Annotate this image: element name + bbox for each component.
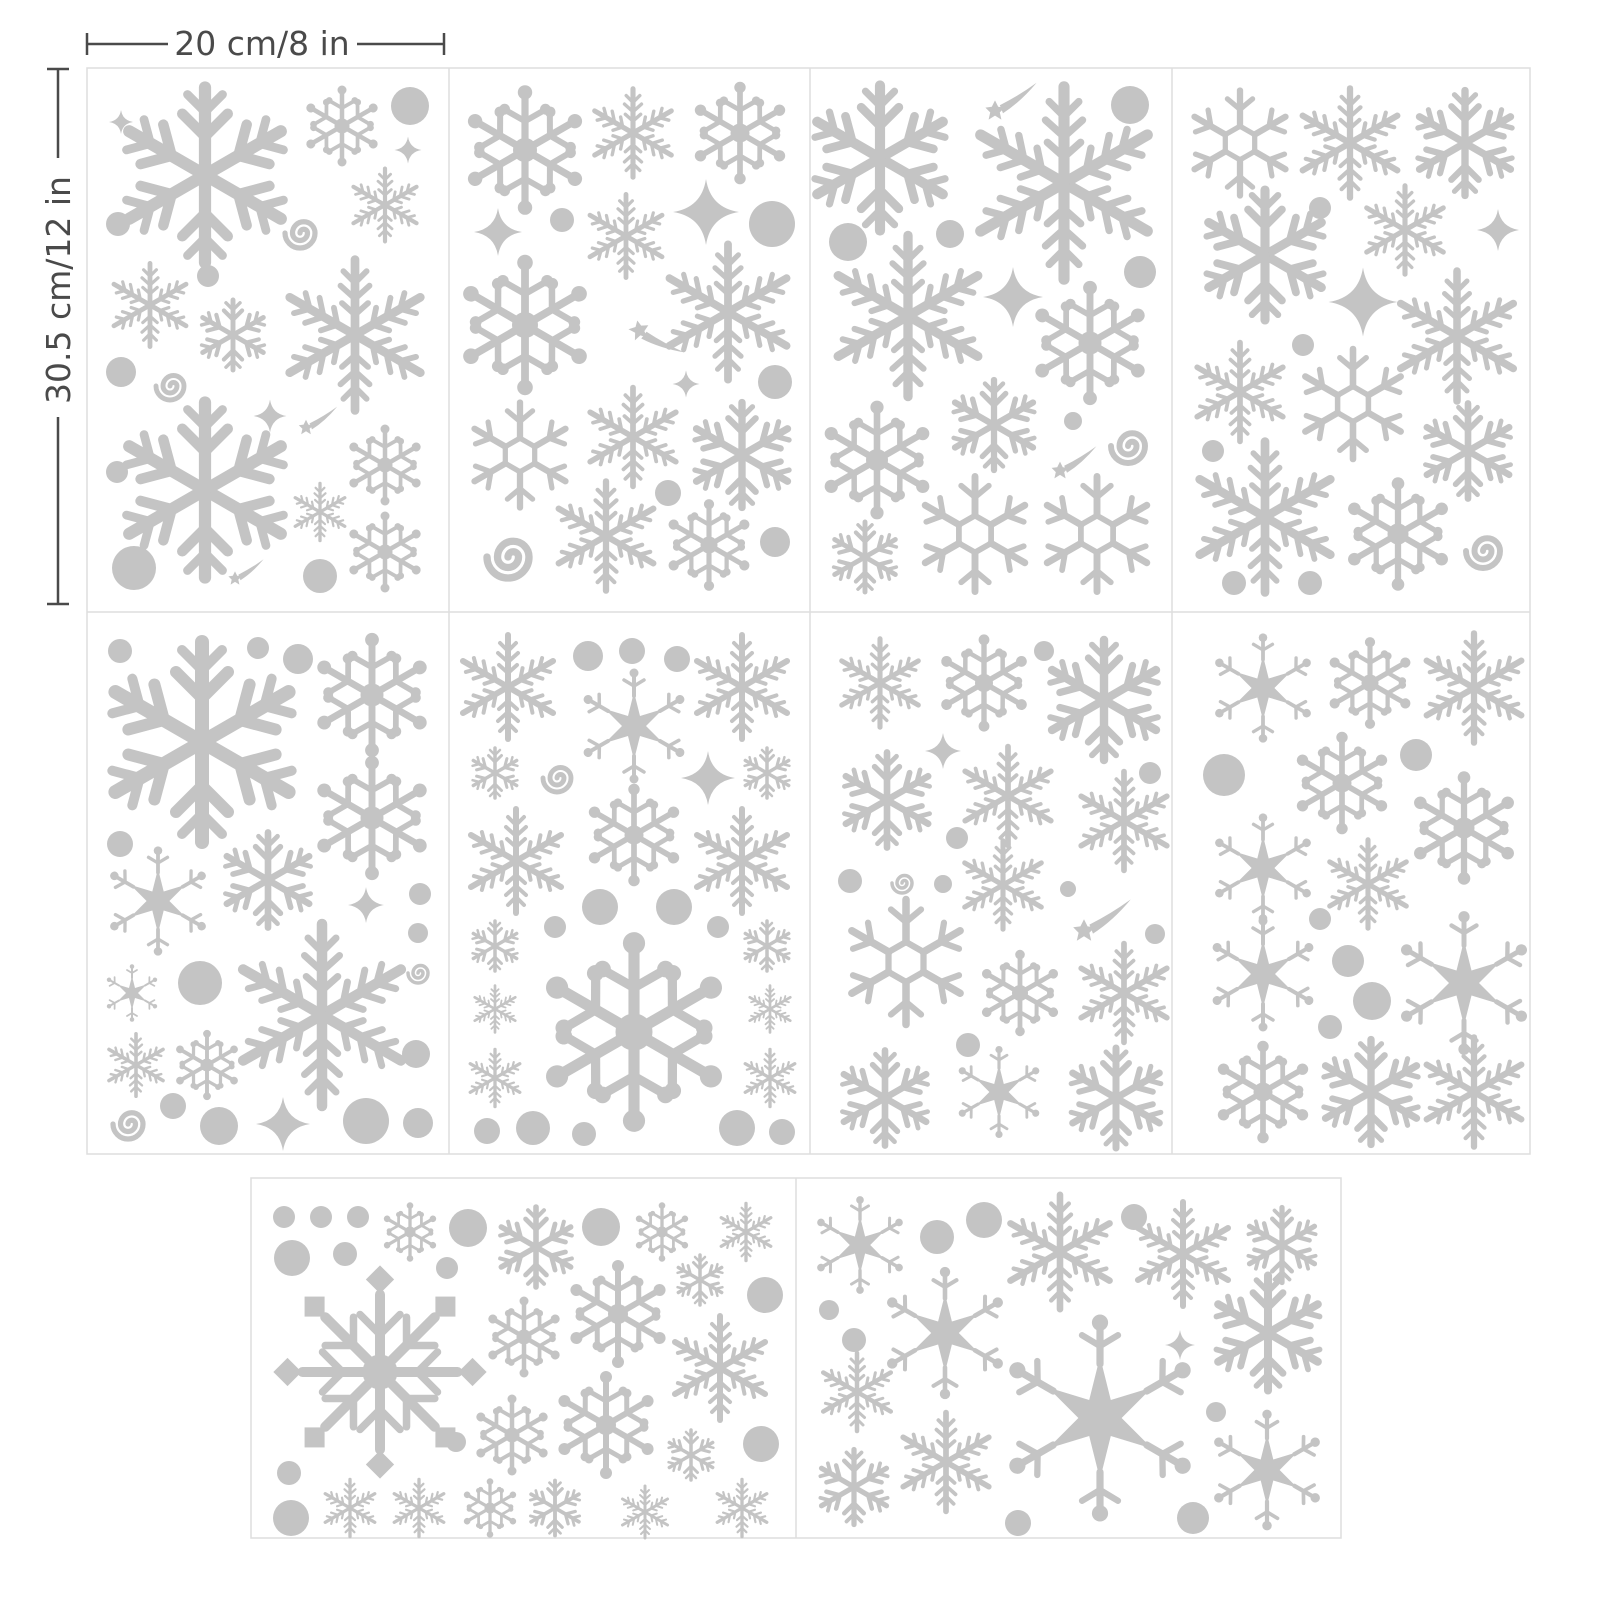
snowflake-icon — [1192, 442, 1337, 593]
snowflake-icon — [198, 300, 268, 370]
snowflake-icon — [292, 483, 347, 540]
snowflake-icon — [350, 169, 420, 242]
dot-icon — [274, 1240, 310, 1276]
dot-icon — [619, 638, 645, 664]
snowflake-icon — [1040, 477, 1153, 592]
snowflake-icon — [1192, 343, 1287, 442]
snowflake-icon — [1325, 840, 1410, 928]
snowflake-icon — [470, 921, 520, 971]
snowflake-icon — [469, 1395, 555, 1476]
snowflake-icon — [102, 642, 301, 842]
snowflake-icon — [378, 1202, 441, 1261]
snowflake-icon — [960, 841, 1045, 929]
sheet-2 — [450, 82, 795, 591]
snowflake-icon — [660, 499, 758, 591]
swirl-icon — [892, 876, 912, 894]
dot-icon — [197, 265, 219, 287]
dot-icon — [842, 1328, 866, 1352]
snowflake-icon — [470, 748, 520, 798]
dot-icon — [1111, 86, 1149, 124]
snowflake-icon — [1319, 1040, 1424, 1145]
sheet-6 — [458, 635, 798, 1146]
swirl-icon — [1111, 433, 1145, 463]
dot-icon — [573, 641, 603, 671]
sparkle-icon — [395, 137, 422, 164]
sparkle-icon — [983, 267, 1043, 327]
dot-icon — [707, 916, 729, 938]
snowflake-icon — [898, 1413, 993, 1512]
dot-icon — [1034, 641, 1054, 661]
snowflake-icon — [670, 1316, 770, 1420]
dot-icon — [1318, 1015, 1342, 1039]
dot-icon — [273, 1206, 295, 1228]
snowflake-icon — [1208, 917, 1318, 1032]
dot-icon — [1353, 982, 1391, 1020]
dot-icon — [1005, 1510, 1031, 1536]
dot-icon — [436, 1257, 458, 1279]
snowflake-icon — [391, 1479, 446, 1536]
snowflake-icon — [1211, 633, 1315, 742]
width-label: 20 cm/8 in — [174, 24, 350, 63]
snowflake-icon — [918, 477, 1031, 592]
snowflake-icon — [1321, 637, 1419, 729]
snowflake-icon — [685, 82, 794, 185]
dot-icon — [838, 869, 862, 893]
snowflake-icon — [299, 86, 385, 167]
snowflake-icon — [817, 1450, 892, 1525]
snowflake-icon — [1211, 1276, 1326, 1391]
snowflake-icon — [830, 522, 900, 592]
snowflake-icon — [1208, 1041, 1317, 1144]
dot-icon — [656, 889, 692, 925]
dot-icon — [664, 646, 690, 672]
dot-icon — [1332, 945, 1364, 977]
snowflake-icon — [118, 88, 292, 263]
dot-icon — [1145, 924, 1165, 944]
snowflake-icon — [1066, 1048, 1166, 1148]
snowflake-icon — [955, 1046, 1043, 1138]
comet-icon — [985, 83, 1036, 120]
dot-icon — [178, 961, 222, 1005]
snowflake-icon — [663, 244, 793, 379]
snowflake-icon — [466, 809, 566, 913]
swirl-icon — [543, 768, 571, 793]
snowflake-icon — [458, 635, 558, 739]
sparkle-icon — [254, 400, 287, 433]
dot-icon — [273, 1500, 309, 1536]
snowflake-icon — [548, 1371, 663, 1479]
snowflake-icon — [819, 1353, 894, 1431]
snowflake-icon — [306, 633, 438, 757]
swirl-icon — [1466, 538, 1500, 568]
snowflake-icon — [585, 388, 680, 487]
dot-icon — [829, 223, 867, 261]
snowflake-icon — [456, 85, 594, 215]
dot-icon — [474, 1118, 500, 1144]
sheet-8 — [1203, 633, 1532, 1146]
snowflake-icon — [467, 1049, 522, 1106]
sparkle-icon — [925, 733, 961, 769]
comet-icon — [1073, 899, 1131, 940]
dot-icon — [1202, 440, 1224, 462]
snowflake-icon — [1421, 404, 1516, 499]
snowflake-icon — [560, 1260, 675, 1368]
sparkle-icon — [256, 1097, 310, 1151]
dot-icon — [1309, 908, 1331, 930]
dot-icon — [1060, 881, 1076, 897]
snowflake-icon — [221, 833, 316, 928]
snowflake-icon — [553, 481, 658, 590]
dot-icon — [1298, 571, 1322, 595]
dot-icon — [106, 461, 128, 483]
snowflake-icon — [528, 1481, 583, 1536]
snowflake-icon — [692, 635, 792, 739]
sheet-9 — [273, 1202, 783, 1538]
snowflake-icon — [1404, 771, 1525, 884]
snowflake-icon — [472, 986, 517, 1033]
snowflake-icon — [838, 1051, 933, 1146]
snowflake-icon — [1188, 91, 1292, 196]
dot-icon — [343, 1098, 389, 1144]
dot-icon — [247, 637, 269, 659]
dot-icon — [719, 1110, 755, 1146]
snowflake-icon — [1076, 772, 1171, 871]
sheet-10 — [813, 1195, 1325, 1536]
dot-icon — [333, 1242, 357, 1266]
dot-icon — [107, 831, 133, 857]
dot-icon — [747, 1277, 783, 1313]
snowflake-icon — [1209, 1410, 1324, 1531]
snowflake-icon — [932, 634, 1036, 731]
sparkle-icon — [1165, 1330, 1195, 1360]
snowflake-icon — [620, 1486, 670, 1538]
snowflake-icon — [342, 512, 428, 593]
snowflake-icon — [690, 403, 795, 508]
snowflake-icon — [1421, 633, 1526, 742]
dot-icon — [1124, 256, 1156, 288]
dot-icon — [749, 201, 795, 247]
dot-icon — [1177, 1502, 1209, 1534]
dot-icon — [655, 480, 681, 506]
dot-icon — [160, 1093, 186, 1119]
snowflake-icon — [586, 194, 666, 277]
swirl-icon — [408, 966, 428, 984]
snowflake-icon — [1005, 1195, 1115, 1309]
snowflake-icon — [1362, 186, 1447, 274]
dot-icon — [544, 916, 566, 938]
dot-icon — [819, 1300, 839, 1320]
dot-icon — [1203, 754, 1245, 796]
snowflake-icon — [840, 753, 935, 848]
dot-icon — [277, 1461, 301, 1485]
dot-icon — [1222, 571, 1246, 595]
snowflake-icon — [528, 932, 741, 1132]
snowflake-icon — [808, 86, 952, 231]
snowflake-icon — [468, 403, 572, 508]
snowflake-icon — [742, 1049, 797, 1106]
height-label: 30.5 cm/12 in — [39, 176, 78, 404]
snowflake-icon — [718, 1203, 773, 1260]
dot-icon — [391, 87, 429, 125]
snowflake-icon — [742, 921, 792, 971]
snowflake-icon — [106, 846, 210, 955]
snowflake-icon — [949, 380, 1039, 470]
dot-icon — [303, 559, 337, 593]
sparkle-icon — [673, 371, 700, 398]
swirl-icon — [487, 541, 529, 578]
dot-icon — [582, 889, 618, 925]
snowflake-icon — [1133, 1202, 1233, 1306]
dot-icon — [743, 1426, 779, 1462]
swirl-icon — [156, 376, 184, 401]
snowflake-icon — [882, 1267, 1008, 1399]
dot-icon — [758, 365, 792, 399]
sheet-7 — [837, 634, 1171, 1148]
dot-icon — [760, 527, 790, 557]
dot-icon — [582, 1208, 620, 1246]
dot-icon — [1206, 1402, 1226, 1422]
comet-icon — [228, 559, 263, 584]
sparkle-icon — [1329, 268, 1398, 337]
dot-icon — [449, 1209, 487, 1247]
snowflake-icon — [450, 255, 600, 395]
snowflake-icon — [306, 756, 438, 880]
snowflake-icon — [1299, 349, 1407, 459]
dot-icon — [108, 639, 132, 663]
dot-icon — [347, 1206, 369, 1228]
snowflake-icon — [1338, 477, 1459, 590]
dot-icon — [920, 1220, 954, 1254]
snowflake-icon — [837, 639, 922, 727]
snowflake-icon — [579, 784, 688, 887]
sheet-5 — [102, 633, 438, 1151]
sheet-4 — [1188, 88, 1519, 595]
dot-icon — [966, 1202, 1002, 1238]
snowflake-icon — [342, 425, 428, 506]
snowflake-icon — [1024, 281, 1156, 405]
sheet-3 — [808, 83, 1157, 592]
sparkle-icon — [1477, 209, 1519, 251]
snowflake-icon — [1044, 640, 1164, 760]
dot-icon — [1400, 739, 1432, 771]
dot-icon — [946, 827, 968, 849]
comet-icon — [1052, 446, 1097, 478]
dot-icon — [106, 357, 136, 387]
comet-icon — [299, 407, 337, 435]
sparkle-icon — [474, 208, 522, 256]
snowflake-icon — [630, 1202, 693, 1261]
dot-icon — [956, 1033, 980, 1057]
dot-icon — [1309, 197, 1331, 219]
dot-icon — [112, 546, 156, 590]
dot-icon — [106, 212, 130, 236]
snowflake-icon — [322, 1479, 377, 1536]
snowflake-icon — [666, 1430, 716, 1480]
snowflake-icon — [579, 669, 689, 784]
dot-icon — [1121, 1204, 1147, 1230]
sparkle-icon — [348, 887, 384, 923]
snowflake-icon — [170, 1030, 245, 1100]
snowflake-icon — [481, 1297, 567, 1378]
snowflake-icon — [106, 1034, 166, 1096]
swirl-icon — [285, 222, 315, 248]
dot-icon — [516, 1111, 550, 1145]
swirl-icon — [113, 1113, 143, 1139]
dot-icon — [769, 1119, 795, 1145]
snowflake-icon — [1076, 944, 1171, 1043]
snowflake-icon — [814, 401, 941, 520]
snowflake-icon — [692, 809, 792, 913]
snowflake-icon — [496, 1207, 576, 1287]
snowflake-icon — [110, 263, 190, 346]
snowflake-icon — [960, 747, 1055, 846]
dot-icon — [934, 875, 952, 893]
dot-icon — [572, 1122, 596, 1146]
snowflake-icon — [714, 1479, 769, 1536]
snowflake-icon — [105, 964, 160, 1022]
snowflake-icon — [844, 900, 967, 1025]
sheet-1 — [106, 86, 429, 594]
snowflake-icon — [747, 986, 792, 1033]
dot-icon — [403, 1108, 433, 1138]
dot-icon — [1292, 334, 1314, 356]
dot-icon — [283, 644, 313, 674]
snowflake-icon — [1394, 271, 1519, 401]
sparkle-icon — [673, 179, 739, 245]
dot-icon — [409, 883, 431, 905]
dot-icon — [550, 208, 574, 232]
snowflake-icon — [813, 1196, 906, 1294]
dot-icon — [408, 923, 428, 943]
dot-icon — [936, 220, 964, 248]
dot-icon — [1139, 762, 1161, 784]
snowflake-icon — [590, 89, 675, 177]
snowflake-icon — [974, 950, 1066, 1036]
snowflake-icon — [234, 924, 409, 1106]
dot-icon — [310, 1206, 332, 1228]
snowflake-icon — [282, 260, 427, 411]
dot-icon — [200, 1107, 238, 1145]
snowflake-icon — [1297, 88, 1402, 197]
sparkle-icon — [681, 751, 735, 805]
snowflake-icon — [458, 1478, 521, 1537]
dot-icon — [446, 1432, 466, 1452]
snowflake-icon — [1211, 813, 1315, 922]
snowflake-icon — [1413, 91, 1518, 196]
snowflake-icon — [1245, 1208, 1320, 1283]
dot-icon — [1064, 412, 1082, 430]
snowflake-icon — [675, 1255, 725, 1305]
dot-icon — [402, 1040, 430, 1068]
snowflake-icon — [1287, 732, 1396, 835]
snowflake-icon — [1421, 1037, 1526, 1146]
snowflake-icon — [742, 748, 792, 798]
snowflake-icon — [1396, 911, 1533, 1055]
